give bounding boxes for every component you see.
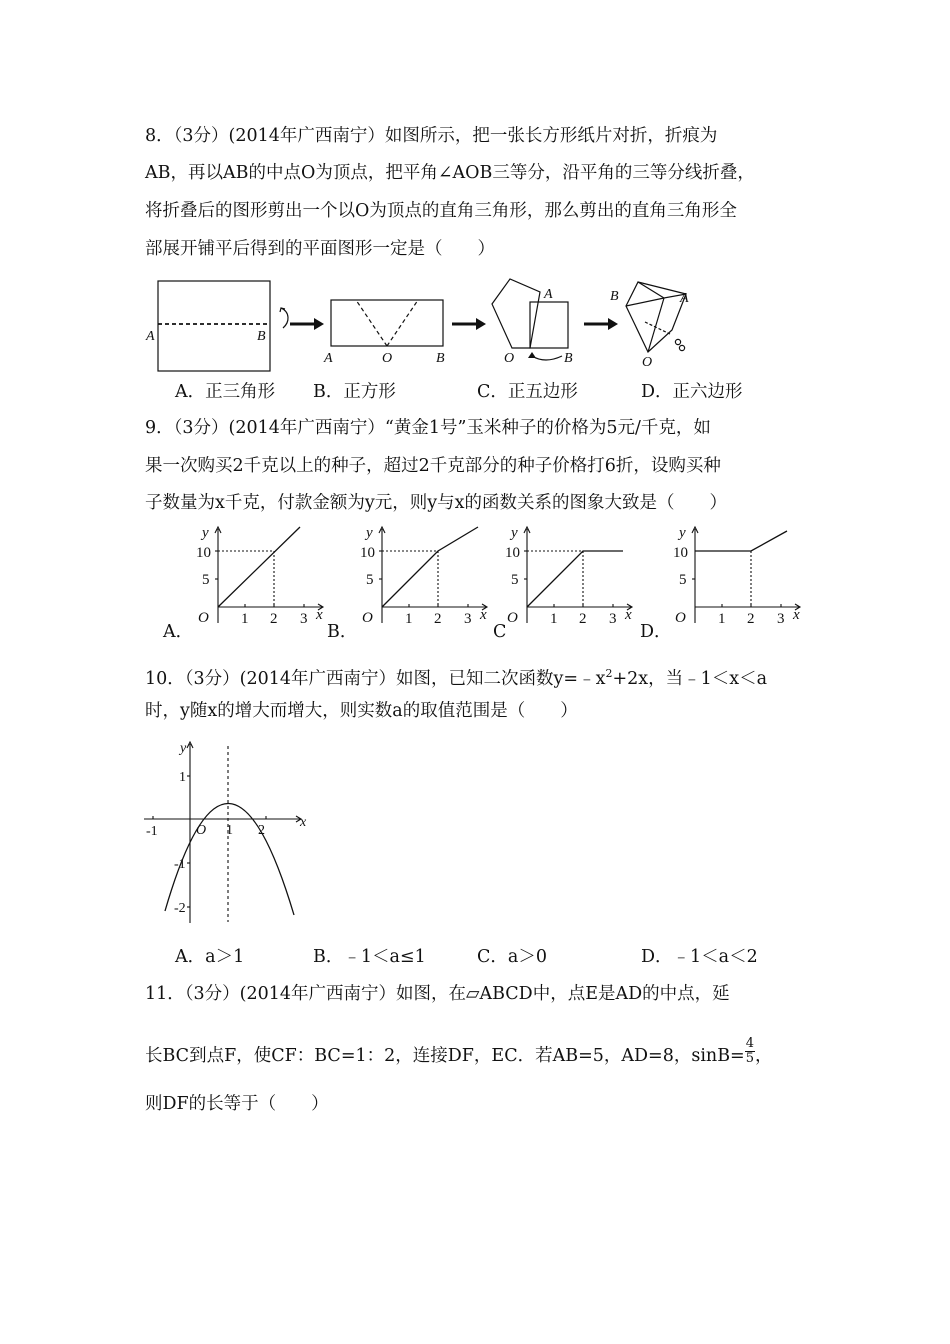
sin-fraction	[745, 1037, 755, 1066]
q9c-tick-2: 2	[579, 611, 587, 627]
fraction-numerator: 4	[745, 1036, 755, 1051]
q9a-x-label: x	[316, 607, 323, 623]
q9-option-c[interactable]: C	[493, 622, 507, 642]
q8-label-a3: A	[544, 287, 553, 302]
q8-line-4: 部展开铺平后得到的平面图形一定是（ ）	[145, 239, 495, 259]
q9a-tick-5: 5	[202, 572, 210, 588]
q8-option-a[interactable]: A．正三角形	[175, 382, 276, 402]
q9-line-3: 子数量为x千克，付款金额为y元，则y与x的函数关系的图象大致是（ ）	[145, 493, 728, 513]
q8-label-a2: A	[324, 351, 333, 366]
q11-line-1: 11．（3分）(2014年广西南宁）如图，在▱ABCD中，点E是AD的中点，延	[145, 984, 730, 1004]
q10-parabola-graph	[140, 738, 320, 928]
q8-label-a4: A	[680, 291, 689, 306]
q8-option-d[interactable]: D．正六边形	[641, 382, 743, 402]
q9c-tick-10: 10	[505, 545, 520, 561]
q9d-tick-10: 10	[673, 545, 688, 561]
q10-option-d[interactable]: D．﹣1＜a＜2	[641, 947, 758, 967]
q9a-tick-3: 3	[300, 611, 308, 627]
q8-line-2: AB，再以AB的中点O为顶点，把平角∠AOB三等分，沿平角的三等分线折叠，	[145, 163, 755, 183]
q9d-tick-5: 5	[679, 572, 687, 588]
q9c-x-label: x	[625, 607, 632, 623]
q8-label-o2: O	[382, 351, 393, 366]
q11-line-2-post: ，	[755, 1046, 773, 1066]
q9-graph-c	[499, 523, 649, 633]
q9b-origin: O	[362, 610, 373, 626]
q11-line-2-pre: 长BC到点F，使CF：BC=1：2，连接DF，EC．若AB=5，AD=8，sinB=	[145, 1046, 745, 1066]
q8-option-c[interactable]: C．正五边形	[477, 382, 578, 402]
q9a-y-label: y	[202, 525, 209, 541]
q9d-tick-3: 3	[777, 611, 785, 627]
q8-label-b4: B	[610, 289, 619, 304]
q8-option-b[interactable]: B．正方形	[313, 382, 396, 402]
q8-line-3: 将折叠后的图形剪出一个以O为顶点的直角三角形，那么剪出的直角三角形全	[145, 201, 737, 221]
q10-tick-y1: 1	[179, 770, 186, 785]
q10-option-c[interactable]: C．a＞0	[477, 947, 547, 967]
q8-folding-figure	[140, 276, 700, 372]
q9d-x-label: x	[793, 607, 800, 623]
q9b-tick-3: 3	[464, 611, 472, 627]
q9-graph-d	[667, 523, 817, 633]
fraction-denominator: 5	[745, 1051, 755, 1066]
q9-graph-a	[190, 523, 340, 633]
q9c-tick-1: 1	[550, 611, 558, 627]
q8-label-o4: O	[642, 355, 653, 370]
q9c-origin: O	[507, 610, 518, 626]
q9a-tick-10: 10	[196, 545, 211, 561]
q8-label-b3: B	[564, 351, 573, 366]
q9b-tick-2: 2	[434, 611, 442, 627]
q9c-tick-3: 3	[609, 611, 617, 627]
q10-tick-ym1: -1	[174, 857, 186, 872]
q10-x-label: x	[300, 815, 307, 830]
q9d-tick-1: 1	[718, 611, 726, 627]
q9b-y-label: y	[366, 525, 373, 541]
q10-line-2: 时，y随x的增大而增大，则实数a的取值范围是（ ）	[145, 701, 578, 721]
q8-label-o3: O	[504, 351, 515, 366]
q10-tick-xm1: -1	[146, 824, 158, 839]
q10-line-1-pre: 10．（3分）(2014年广西南宁）如图，已知二次函数y=﹣x	[145, 668, 606, 689]
q9-option-b[interactable]: B．	[327, 622, 358, 642]
q9-option-d[interactable]: D．	[640, 622, 672, 642]
q9c-y-label: y	[511, 525, 518, 541]
q9-option-a[interactable]: A．	[163, 622, 194, 642]
q9a-tick-2: 2	[270, 611, 278, 627]
q10-option-a[interactable]: A．a＞1	[175, 947, 245, 967]
q9b-tick-1: 1	[405, 611, 413, 627]
q9d-origin: O	[675, 610, 686, 626]
q10-option-b[interactable]: B．﹣1＜a≤1	[313, 947, 426, 967]
q8-label-a1: A	[146, 329, 155, 344]
q9d-y-label: y	[679, 525, 686, 541]
q10-tick-ym2: -2	[174, 901, 186, 916]
q10-line-1	[145, 662, 767, 691]
q9a-origin: O	[198, 610, 209, 626]
q9-line-1: 9．（3分）(2014年广西南宁）“黄金1号”玉米种子的价格为5元/千克，如	[145, 418, 711, 438]
q10-y-label: y	[180, 741, 187, 756]
q11-line-3: 则DF的长等于（ ）	[145, 1094, 329, 1114]
q11-line-2	[145, 1036, 773, 1068]
q10-line-1-post: +2x，当﹣1＜x＜a	[612, 668, 768, 689]
q10-origin: O	[196, 823, 207, 838]
q9-graph-b	[354, 523, 504, 633]
q10-tick-x2: 2	[258, 823, 265, 838]
q10-tick-x1: 1	[226, 823, 233, 838]
q9b-x-label: x	[480, 607, 487, 623]
q9c-tick-5: 5	[511, 572, 519, 588]
q8-label-b2: B	[436, 351, 445, 366]
q9d-tick-2: 2	[747, 611, 755, 627]
q9b-tick-5: 5	[366, 572, 374, 588]
q8-line-1: 8．（3分）(2014年广西南宁）如图所示，把一张长方形纸片对折，折痕为	[145, 126, 718, 146]
q8-label-b1: B	[257, 329, 266, 344]
q9-line-2: 果一次购买2千克以上的种子，超过2千克部分的种子价格打6折，设购买种	[145, 456, 721, 476]
q10-line-1-sup: 2	[605, 667, 613, 680]
q9a-tick-1: 1	[241, 611, 249, 627]
q9b-tick-10: 10	[360, 545, 375, 561]
